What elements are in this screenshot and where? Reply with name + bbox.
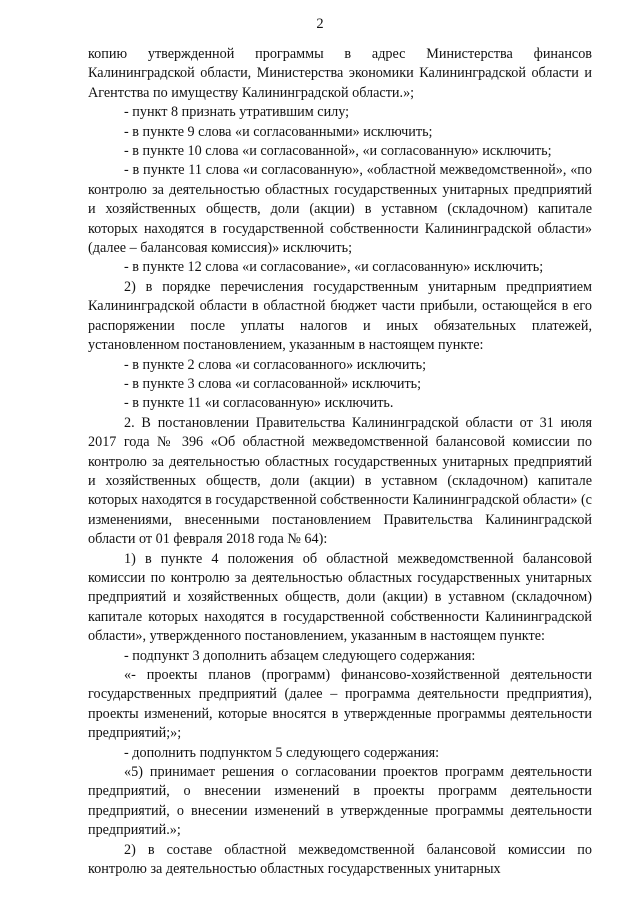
paragraph-11: 2. В постановлении Правительства Калининградской области от 31 июля 2017 года № 396 «Об областной межведомственной балансовой комиссии по контролю за деятельностью областных государственных унитарных предприятий и хозяйственных обществ, доли (акции) в уставном (складочном) капитале которых находятся в государственной собственности Калининградской области» (с изменениями, внесенными постановлением Правительства Калининградской области от 01 февраля 2018 года № 64): bbox=[88, 414, 592, 548]
page-number: 2 bbox=[316, 16, 324, 32]
document-body bbox=[88, 45, 592, 879]
paragraph-3: - в пункте 9 слова «и согласованными» исключить; bbox=[124, 123, 433, 140]
paragraph-1: копию утвержденной программы в адрес Министерства финансов Калининградской области, Министерства экономики Калининградской области и Агентства по имуществу Калининградской области.»; bbox=[88, 46, 592, 101]
paragraph-12: 1) в пункте 4 положения об областной межведомственной балансовой комиссии по контролю за деятельностью областных государственных унитарных предприятий и хозяйственных обществ, доли (акции) в уставном (складочном) капитале которых находятся в государственной собственности Калининградской области», утвержденного постановлением, указанным в настоящем пункте: bbox=[88, 550, 592, 645]
paragraph-6: - в пункте 12 слова «и согласование», «и согласованную» исключить; bbox=[124, 259, 544, 276]
paragraph-16: «5) принимает решения о согласовании проектов программ деятельности предприятий, о внесении изменений в проекты программ деятельности предприятий, о внесении изменений в утвержденные программы деятельности предприятий.»; bbox=[88, 764, 592, 839]
paragraph-4: - в пункте 10 слова «и согласованной», «и согласованную» исключить; bbox=[124, 143, 552, 160]
paragraph-14: «- проекты планов (программ) финансово-хозяйственной деятельности государственных предприятий (далее – программа деятельности предприятия), проекты изменений, которые вносятся в утвержденные программы деятельности предприятий;»; bbox=[88, 667, 592, 742]
paragraph-17: 2) в составе областной межведомственной балансовой комиссии по контролю за деятельностью областных государственных унитарных bbox=[88, 841, 592, 878]
paragraph-9: - в пункте 3 слова «и согласованной» исключить; bbox=[124, 375, 422, 392]
paragraph-13: - подпункт 3 дополнить абзацем следующего содержания: bbox=[124, 647, 476, 664]
paragraph-7: 2) в порядке перечисления государственным унитарным предприятием Калининградской области в областной бюджет части прибыли, остающейся в его распоряжении после уплаты налогов и иных обязательных платежей, установленном постановлением, указанным в настоящем пункте: bbox=[88, 278, 592, 354]
paragraph-5: - в пункте 11 слова «и согласованную», «областной межведомственной», «по контролю за деятельностью областных государственных унитарных предприятий и хозяйственных обществ, доли (акции) в уставном (складочном) капитале которых находятся в государственной собственности Калининградской области» (далее – балансовая комиссия)» исключить; bbox=[88, 162, 592, 257]
paragraph-15: - дополнить подпунктом 5 следующего содержания: bbox=[124, 744, 440, 761]
paragraph-8: - в пункте 2 слова «и согласованного» исключить; bbox=[124, 356, 427, 373]
paragraph-10: - в пункте 11 «и согласованную» исключить. bbox=[124, 395, 394, 412]
paragraph-2: - пункт 8 признать утратившим силу; bbox=[124, 104, 350, 121]
